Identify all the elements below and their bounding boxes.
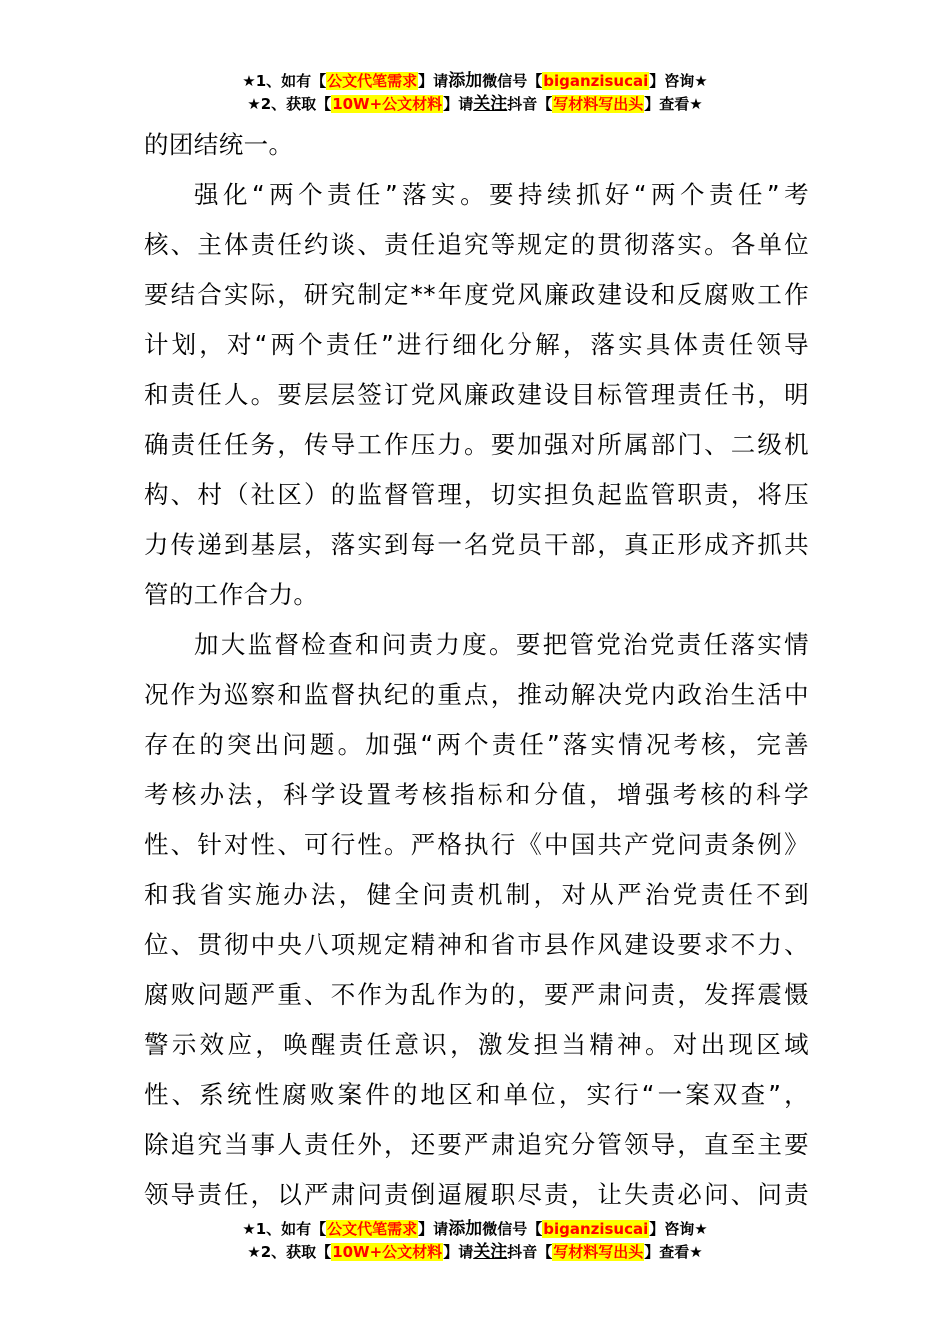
header-line-2-text-2: 抖音【: [507, 95, 553, 113]
body-line: 存在的突出问题。加强“两个责任”落实情况考核，完善: [144, 730, 809, 759]
body-line: 核、主体责任约谈、责任追究等规定的贯彻落实。各单位: [144, 230, 809, 259]
paragraph-heading-line: 加大监督检查和问责力度。要把管党治党责任落实情: [194, 630, 809, 659]
header-line-2: [0, 93, 950, 116]
body-line: 力传递到基层，落实到每一名党员干部，真正形成齐抓共: [144, 530, 809, 559]
header-line-2-highlight-douyin: 写材料写出头: [553, 95, 644, 113]
body-line: 计划，对“两个责任”进行细化分解，落实具体责任领导: [144, 330, 809, 359]
footer-line-2-suffix: 】查看★: [644, 1243, 703, 1261]
footer-line-1-highlight-service: 公文代笔需求: [327, 1220, 418, 1238]
body-line: 除追究当事人责任外，还要严肃追究分管领导，直至主要: [144, 1130, 809, 1159]
body-line: 性、系统性腐败案件的地区和单位，实行“一案双查”，: [144, 1080, 809, 1109]
body-line: 构、村（社区）的监督管理，切实担负起监管职责，将压: [144, 480, 809, 509]
footer-line-2-emphasis: 关注: [473, 1242, 508, 1262]
header-banner: [0, 70, 950, 116]
header-line-2-prefix: ★2、获取【: [247, 95, 332, 113]
body-line: 和我省实施办法，健全问责机制，对从严治党责任不到: [144, 880, 809, 909]
footer-line-2-prefix: ★2、获取【: [247, 1243, 332, 1261]
header-line-2-emphasis: 关注: [473, 94, 508, 114]
body-line: 警示效应，唤醒责任意识，激发担当精神。对出现区域: [144, 1030, 809, 1059]
footer-line-1-text: 】请: [418, 1220, 449, 1238]
paragraph-heading-line: 强化“两个责任”落实。要持续抓好“两个责任”考: [194, 180, 809, 209]
footer-line-2-text-2: 抖音【: [507, 1243, 553, 1261]
body-line: 位、贯彻中央八项规定精神和省市县作风建设要求不力、: [144, 930, 809, 959]
header-line-1-prefix: ★1、如有【: [242, 72, 327, 90]
footer-line-2-text: 】请: [443, 1243, 474, 1261]
footer-line-2-highlight-materials: 10W+公文材料: [332, 1243, 443, 1261]
header-line-1-emphasis: 添加: [448, 71, 483, 91]
header-line-1: [0, 70, 950, 93]
document-body: [144, 120, 809, 1220]
body-line: 性、针对性、可行性。严格执行《中国共产党问责条例》: [144, 830, 809, 859]
footer-banner: [0, 1218, 950, 1264]
header-line-1-suffix: 】咨询★: [649, 72, 708, 90]
footer-line-1-highlight-wechat: biganzisucai: [543, 1220, 649, 1238]
header-line-1-highlight-service: 公文代笔需求: [327, 72, 418, 90]
body-line: 确责任任务，传导工作压力。要加强对所属部门、二级机: [144, 430, 809, 459]
footer-line-1-text-2: 微信号【: [482, 1220, 543, 1238]
body-line: 腐败问题严重、不作为乱作为的，要严肃问责，发挥震慑: [144, 980, 809, 1009]
body-line: 的团结统一。: [144, 130, 294, 159]
footer-line-1-suffix: 】咨询★: [649, 1220, 708, 1238]
header-line-2-suffix: 】查看★: [644, 95, 703, 113]
footer-line-1-emphasis: 添加: [448, 1219, 483, 1239]
footer-line-1: [0, 1218, 950, 1241]
header-line-2-text: 】请: [443, 95, 474, 113]
body-line: 管的工作合力。: [144, 580, 319, 609]
body-line: 和责任人。要层层签订党风廉政建设目标管理责任书，明: [144, 380, 809, 409]
body-line: 领导责任，以严肃问责倒逼履职尽责，让失责必问、问责: [144, 1180, 809, 1209]
footer-line-2: [0, 1241, 950, 1264]
footer-line-1-prefix: ★1、如有【: [242, 1220, 327, 1238]
body-line: 况作为巡察和监督执纪的重点，推动解决党内政治生活中: [144, 680, 809, 709]
header-line-1-highlight-wechat: biganzisucai: [543, 72, 649, 90]
body-line: 要结合实际，研究制定**年度党风廉政建设和反腐败工作: [144, 280, 809, 309]
header-line-1-text-2: 微信号【: [482, 72, 543, 90]
header-line-2-highlight-materials: 10W+公文材料: [332, 95, 443, 113]
body-line: 考核办法，科学设置考核指标和分值，增强考核的科学: [144, 780, 809, 809]
footer-line-2-highlight-douyin: 写材料写出头: [553, 1243, 644, 1261]
header-line-1-text: 】请: [418, 72, 449, 90]
